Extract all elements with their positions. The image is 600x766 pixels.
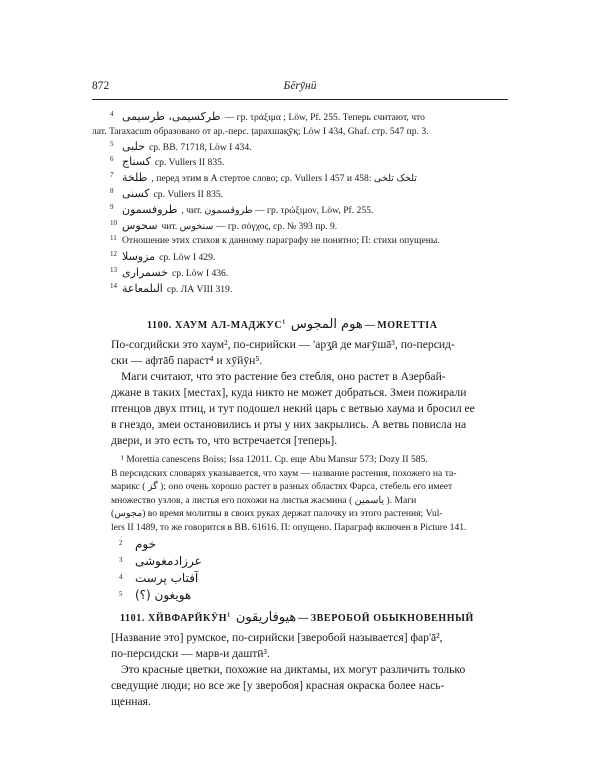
running-title: Бērӯнӣ: [283, 80, 317, 92]
entry-1101-text: [Название это] румское, по-сирийски [зверобой называется] фар'ā², по-персидски — марв-и даштӣ³. Это красные цветки, похожие на диктамы, их могут различить только сведущие люди; но все же [у зверобоя] красная окраска более нась- щенная.: [111, 631, 466, 708]
entry-1100-footnote: ¹ Morettia canescens Boiss; Issa 12011. Ср. еще Abu Mansur 573; Dozy II 585. В персидских словарях указывается, что хаум — название растения, похожего на та- марикс ( گز ); оно очень хорошо растет в разных областях Фарса, стебель его имеет множество узлов, а листья его похожи на листья жасмина ( یاسمین ). Маги (مجوس) во время молитвы в своих руках держат палочку из этого растения; Vul- lers II 1489, то же говорится в BB. 61616. П: опущено. Параграф включен в Picture 141.: [111, 454, 467, 533]
arabic-note-3: 3 عرزادمغوشی: [119, 554, 202, 568]
page-header: [92, 80, 508, 96]
entry-1101-heading: 1101. ХЙВФАРЙКӮН$^1$ هيوفاريقون — ЗВЕРОБОЙ ОБЫКНОВЕННЫЙ: [120, 610, 474, 625]
arabic-note-4: 4 آفتاب پرست: [119, 571, 199, 585]
arabic-note-2: 2 خوم: [119, 537, 157, 551]
book-page: 872 Бērӯнӣ 4 طرکسیمی، طرسیمی — гр. τράξιμα ; Löw, Pf. 255. Теперь считают, что лат. Taraxacum образовано от ар.-перс. ṭарахшақӯқ; Löw I 434, Ghaf. стр. 547 пр. 3. 5 حلبی ср. BB. 71718, Löw I 434. 6 کسناج ср. Vullers II 835. 7 طلخة , перед этим в A стертое слово; ср. Vullers I 457 и 458: تلخک تلخی 8 کسنی ср. Vullers II 835. 9 طروفسمون , чит. طروقسمون — гр. τρώξιμον, Löw, Pf. 255. 10 سحوس чит. سنخوس — гр. σόγχος, ср. № 393 пр. 9. 11 Отношение этих стихов к данному параграфу не понятно; П: стихи опущены. 12 مزوسلا ср. Löw I 429. 13 خسمراری ср. Löw I 436. 14 الىلمعاعة ср. ЛА VIII 319. 1100. ХАУМ АЛ-МАДЖУС$^1$ هوم المجوس — MORETTIA По-согдийски это хаум², по-сирийски — 'арӡ̣ӣ де мағӯшā³, по-персид- ски — афтāб параст⁴ и хӯйӯн⁵. Маги считают, что это растение без стебля, оно растет в Азербай- джане в таких [местах], куда никто не может добраться. Змеи пожирали птенцов двух птиц, и тут подошел некий царь с ветвью хаума и бросил ее в гнездо, змеи остановились и рты у них закрылись. А ветвь повисла на двери, и это есть то, что встречается [теперь]. ¹ Morettia canescens Boiss; Issa 12011. Ср. еще Abu Mansur 573; Dozy II 585. В персидских словарях указывается, что хаум — название растения, похожего на та- марикс ( گز ); оно очень хорошо растет в разных областях Фарса, стебель его имеет множество узлов, а листья его похожи на листья жасмина ( یاسمین ). Маги (مجوس) во время молитвы в своих руках держат палочку из этого растения; Vul- lers II 1489, то же говорится в BB. 61616. П: опущено. Параграф включен в Picture 141. 2 خوم 3 عرزادمغوشی 4 آفتاب پرست 5 هویغون (؟) 1101. ХЙВФАРЙКӮН$^1$ هيوفاريقون — ЗВЕРОБОЙ ОБЫКНОВЕННЫЙ [Название это] румское, по-сирийски [зверобой называется] фар'ā², по-персидски — марв-и даштӣ³. Это красные цветки, похожие на диктамы, их могут различить только сведущие люди; но все же [у зверобоя] красная окраска более нась- щенная.: [0, 0, 600, 766]
page-number: 872: [92, 80, 110, 92]
header-rule: [92, 99, 508, 100]
entry-1100-text: По-согдийски это хаум², по-сирийски — 'арӡ̣ӣ де мағӯшā³, по-персид- ски — афтāб параст⁴ и хӯйӯн⁵. Маги считают, что это растение без стебля, оно растет в Азербай- джане в таких [местах], куда никто не может добраться. Змеи пожирали птенцов двух птиц, и тут подошел некий царь с ветвью хаума и бросил ее в гнездо, змеи остановились и рты у них закрылись. А ветвь повисла на двери, и это есть то, что встречается [теперь].: [111, 338, 475, 447]
entry-1100-heading: 1100. ХАУМ АЛ-МАДЖУС$^1$ هوم المجوس — MORETTIA: [147, 317, 438, 332]
arabic-note-5: 5 هویغون (؟): [119, 588, 192, 602]
entry-1100-arabic-notes: [111, 536, 311, 604]
